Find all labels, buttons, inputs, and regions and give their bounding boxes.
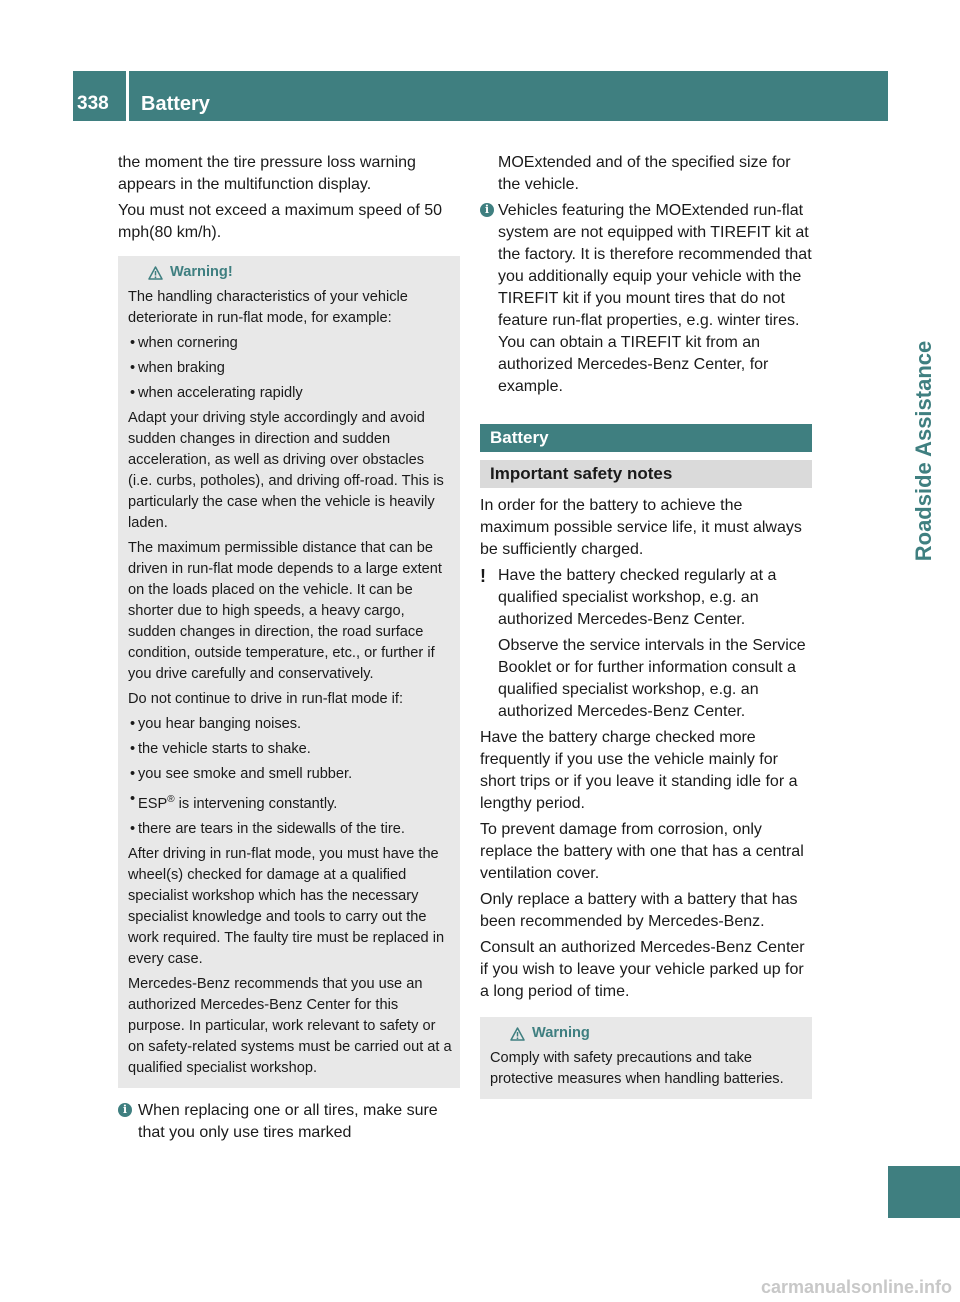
bullet-item-esp (128, 789, 452, 815)
bullet-item: • you see smoke and smell rubber. (128, 764, 452, 785)
warning-paragraph: Comply with safety precautions and take protective measures when handling batteries. (490, 1050, 784, 1087)
info-icon: i (118, 1103, 132, 1117)
paragraph: Only replace a battery with a battery that has been recommended by Mercedes-Benz. (480, 891, 798, 930)
subsection-header: Important safety notes (480, 460, 812, 488)
bullet-item: • the vehicle starts to shake. (128, 739, 452, 760)
caution-text: Have the battery checked regularly at a qualified specialist workshop, e.g. an authorized Mercedes-Benz Center. (498, 567, 777, 628)
bullet-item: • there are tears in the sidewalls of the tire. (128, 819, 452, 840)
header-divider (126, 71, 129, 121)
paragraph: Consult an authorized Mercedes-Benz Center if you wish to leave your vehicle parked up for a long period of time. (480, 939, 805, 1000)
warning-triangle-icon (148, 266, 163, 280)
bullet-item: • when braking (128, 358, 452, 379)
warning-box (480, 1017, 812, 1099)
warning-paragraph: After driving in run-flat mode, you must have the wheel(s) checked for damage at a qualified specialist workshop which has the necessary specialist knowledge and tools to carry out the work required. The faulty tire must be replaced in every case. (128, 845, 445, 967)
section-header: Battery (480, 424, 812, 452)
warning-paragraph: The handling characteristics of your vehicle deteriorate in run-flat mode, for example: (128, 289, 408, 326)
side-tab-label: Roadside Assistance (911, 340, 936, 562)
page-title: Battery (141, 93, 210, 115)
paragraph: To prevent damage from corrosion, only replace the battery with one that has a central ventilation cover. (480, 821, 804, 882)
paragraph: You must not exceed a maximum speed of 50 mph(80 km/h). (118, 202, 443, 241)
warning-paragraph: The maximum permissible distance that can be driven in run-flat mode depends to a large extent on the loads placed on the vehicle. It can be shorter due to high speeds, a heavy cargo, sudden changes in direction, the road surface condition, outside temperature, etc., or further if you drive carefully and conservatively. (128, 540, 442, 682)
info-note-text: Vehicles featuring the MOExtended run-flat system are not equipped with TIREFIT kit at the factory. It is therefore recommended that you additionally equip your vehicle with the TIREFIT kit if you mount tires that do not feature run-flat properties, e.g. winter tires. You can obtain a TIREFIT kit from an authorized Mercedes-Benz Center, for example. (498, 202, 812, 395)
warning-title: Warning (532, 1025, 590, 1041)
info-note (480, 200, 812, 398)
bullet-item: • when accelerating rapidly (128, 383, 452, 404)
esp-label: ESP (138, 795, 168, 812)
paragraph: In order for the battery to achieve the maximum possible service life, it must always be sufficiently charged. (480, 497, 802, 558)
side-tab (888, 121, 960, 1186)
caution-paragraph: Observe the service intervals in the Service Booklet or for further information consult a qualified specialist workshop, e.g. an authorized Mercedes-Benz Center. (498, 637, 806, 720)
warning-header (128, 262, 452, 283)
watermark: carmanualsonline.info (760, 1277, 952, 1297)
warning-header (490, 1023, 804, 1044)
paragraph: the moment the tire pressure loss warning appears in the multifunction display. (118, 154, 416, 193)
info-note (118, 1100, 460, 1144)
warning-triangle-icon (510, 1027, 525, 1041)
warning-paragraph: Mercedes-Benz recommends that you use an authorized Mercedes-Benz Center for this purpose. In particular, work relevant to safety or on safety-related systems must be carried out at a qualified specialist workshop. (128, 975, 452, 1076)
warning-title: Warning! (170, 264, 233, 280)
info-note-text: When replacing one or all tires, make sure that you only use tires marked (138, 1101, 438, 1141)
bullet-item: • when cornering (128, 333, 452, 354)
warning-paragraph: Adapt your driving style accordingly and avoid sudden changes in direction and sudden acceleration, as well as driving over obstacles (i.e. curbs, potholes), and driving off-road. This is particularly the case when the vehicle is heavily laden. (128, 410, 444, 531)
paragraph: Have the battery charge checked more frequently if you use the vehicle mainly for short trips or if you leave it standing idle for a lengthy period. (480, 729, 798, 812)
registered-mark: ® (167, 794, 175, 805)
caution-note (480, 565, 812, 631)
info-icon: i (480, 203, 494, 217)
exclamation-icon: ! (480, 566, 486, 586)
right-column (480, 152, 812, 1099)
esp-text: is intervening constantly. (174, 795, 338, 812)
bullet-item: • you hear banging noises. (128, 714, 452, 735)
warning-box (118, 256, 460, 1088)
side-tab-block (888, 1166, 960, 1218)
page-number: 338 (77, 93, 109, 114)
warning-paragraph: Do not continue to drive in run-flat mode if: (128, 691, 403, 707)
paragraph: MOExtended and of the specified size for the vehicle. (498, 154, 791, 193)
left-column (118, 152, 460, 1148)
